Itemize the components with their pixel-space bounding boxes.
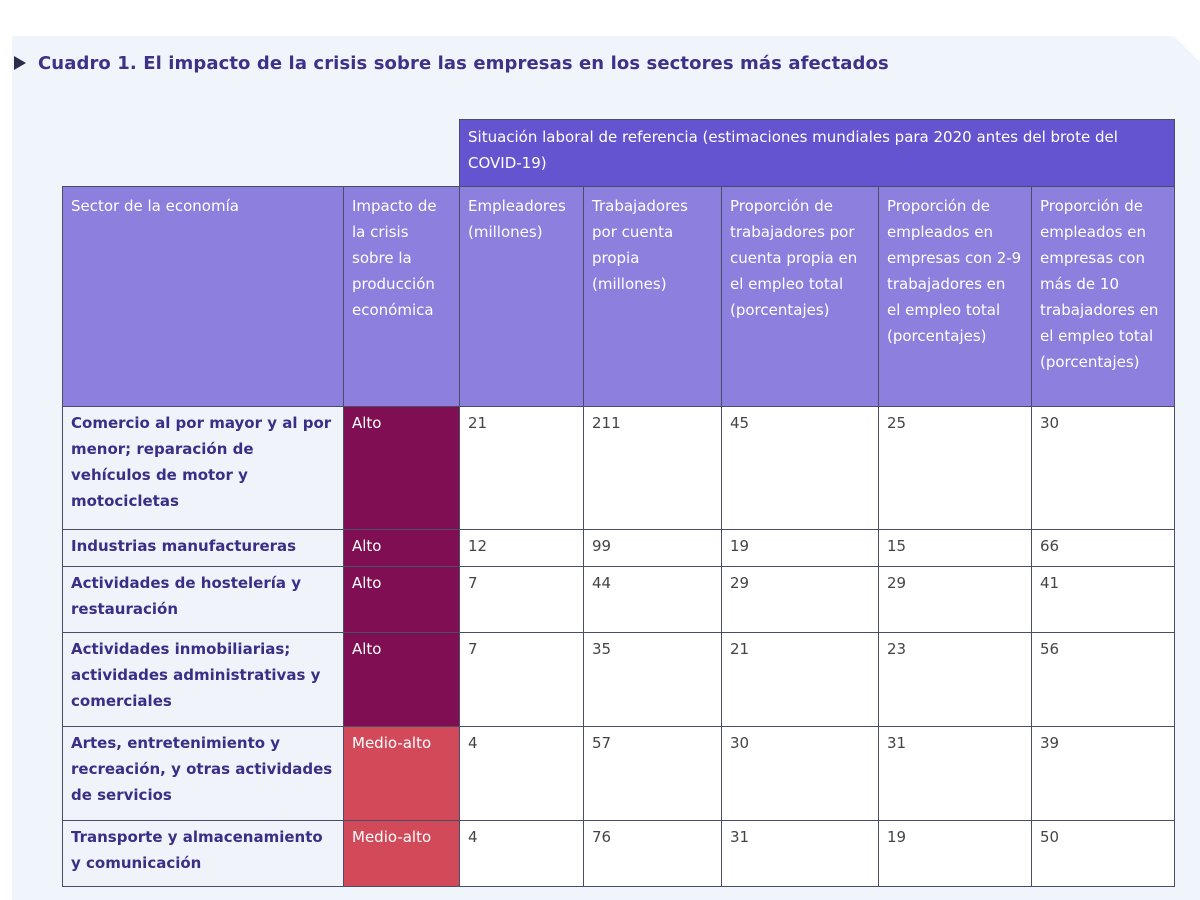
table-row <box>63 407 1175 530</box>
table-title: Cuadro 1. El impacto de la crisis sobre las empresas en los sectores más afectados <box>38 52 889 74</box>
impact-cell: Alto <box>344 407 460 530</box>
header-self-employed-share: Proporción de trabajadores por cuenta propia en el empleo total (porcentajes) <box>722 187 879 407</box>
table-row <box>63 567 1175 633</box>
table-row <box>63 727 1175 821</box>
self-employed-share-cell: 29 <box>722 567 879 633</box>
small-firm-share-cell: 31 <box>879 727 1032 821</box>
header-employers: Empleadores (millones) <box>460 187 584 407</box>
table-row <box>63 633 1175 727</box>
employers-cell: 7 <box>460 567 584 633</box>
impact-cell: Alto <box>344 633 460 727</box>
self-employed-share-cell: 21 <box>722 633 879 727</box>
small-firm-share-cell: 23 <box>879 633 1032 727</box>
self-employed-cell: 35 <box>584 633 722 727</box>
sector-cell: Actividades de hostelería y restauración <box>63 567 344 633</box>
employers-cell: 21 <box>460 407 584 530</box>
super-header: Situación laboral de referencia (estimaciones mundiales para 2020 antes del brote del COVID-19) <box>460 120 1175 187</box>
table-row <box>63 821 1175 887</box>
table-container <box>62 119 1174 887</box>
triangle-bullet-icon <box>14 56 26 70</box>
sector-cell: Artes, entretenimiento y recreación, y otras actividades de servicios <box>63 727 344 821</box>
table-row <box>63 530 1175 567</box>
header-self-employed: Trabajadores por cuenta propia (millones) <box>584 187 722 407</box>
impact-cell: Medio-alto <box>344 821 460 887</box>
sector-cell: Actividades inmobiliarias; actividades administrativas y comerciales <box>63 633 344 727</box>
sector-cell: Comercio al por mayor y al por menor; reparación de vehículos de motor y motocicletas <box>63 407 344 530</box>
sector-cell: Industrias manufactureras <box>63 530 344 567</box>
impact-cell: Alto <box>344 567 460 633</box>
header-impact: Impacto de la crisis sobre la producción económica <box>344 187 460 407</box>
self-employed-share-cell: 31 <box>722 821 879 887</box>
small-firm-share-cell: 15 <box>879 530 1032 567</box>
large-firm-share-cell: 39 <box>1032 727 1175 821</box>
super-header-row <box>63 120 1175 187</box>
impact-cell: Medio-alto <box>344 727 460 821</box>
self-employed-cell: 99 <box>584 530 722 567</box>
impact-cell: Alto <box>344 530 460 567</box>
self-employed-share-cell: 19 <box>722 530 879 567</box>
panel-corner <box>1174 36 1200 62</box>
header-sector: Sector de la economía <box>63 187 344 407</box>
header-large-firm-share: Proporción de empleados en empresas con más de 10 trabajadores en el empleo total (porcentajes) <box>1032 187 1175 407</box>
employers-cell: 4 <box>460 727 584 821</box>
self-employed-cell: 211 <box>584 407 722 530</box>
employers-cell: 7 <box>460 633 584 727</box>
employers-cell: 4 <box>460 821 584 887</box>
self-employed-cell: 57 <box>584 727 722 821</box>
self-employed-share-cell: 45 <box>722 407 879 530</box>
large-firm-share-cell: 41 <box>1032 567 1175 633</box>
large-firm-share-cell: 50 <box>1032 821 1175 887</box>
self-employed-cell: 76 <box>584 821 722 887</box>
self-employed-share-cell: 30 <box>722 727 879 821</box>
small-firm-share-cell: 29 <box>879 567 1032 633</box>
super-header-spacer <box>63 120 460 187</box>
small-firm-share-cell: 19 <box>879 821 1032 887</box>
header-row <box>63 187 1175 407</box>
large-firm-share-cell: 56 <box>1032 633 1175 727</box>
small-firm-share-cell: 25 <box>879 407 1032 530</box>
title-row <box>14 50 889 76</box>
impact-table <box>62 119 1175 887</box>
large-firm-share-cell: 30 <box>1032 407 1175 530</box>
sector-cell: Transporte y almacenamiento y comunicación <box>63 821 344 887</box>
large-firm-share-cell: 66 <box>1032 530 1175 567</box>
employers-cell: 12 <box>460 530 584 567</box>
header-small-firm-share: Proporción de empleados en empresas con 2-9 trabajadores en el empleo total (porcentajes) <box>879 187 1032 407</box>
self-employed-cell: 44 <box>584 567 722 633</box>
